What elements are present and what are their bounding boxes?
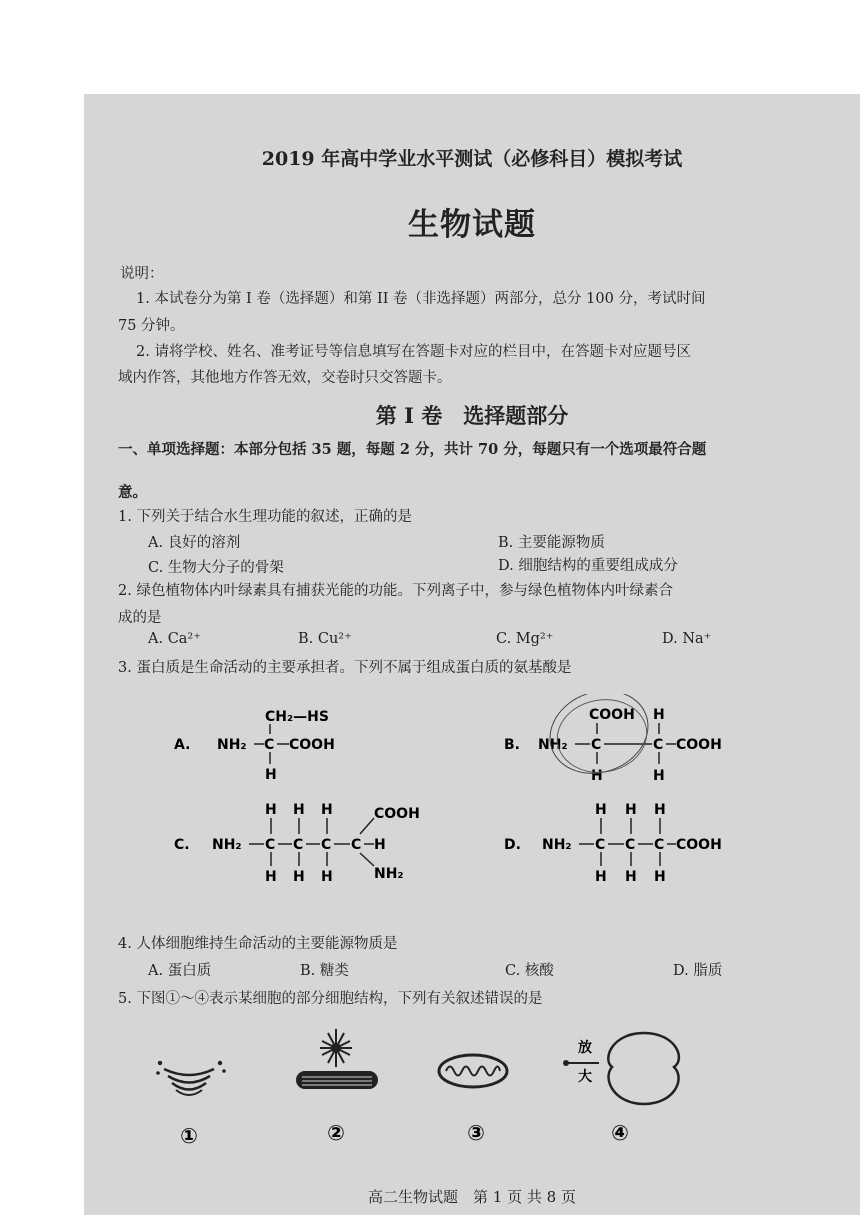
section-title: 第 I 卷 选择题部分	[375, 403, 569, 428]
cell-structures-figure	[84, 1019, 860, 1159]
structure-d-bottom-h3: H	[654, 869, 666, 885]
structure-c-top-h3: H	[321, 802, 333, 818]
structure-c-c1: C	[265, 837, 276, 853]
golgi-apparatus-figure	[156, 1061, 226, 1095]
q1-option-a: A. 良好的溶剂	[148, 535, 241, 551]
structure-d-c1: C	[595, 837, 606, 853]
instruction-1-line2: 75 分钟。	[118, 318, 185, 334]
enlarged-cell-figure	[563, 1033, 679, 1104]
structure-c-cooh: COOH	[374, 806, 420, 822]
q2-stem-line1: 2. 绿色植物体内叶绿素具有捕获光能的功能。下列离子中，参与绿色植物体内叶绿素合	[118, 583, 673, 599]
q4-option-a: A. 蛋白质	[148, 963, 212, 979]
mitochondrion-figure	[439, 1055, 507, 1087]
q1-stem: 1. 下列关于结合水生理功能的叙述，正确的是	[118, 509, 412, 525]
enlarge-char-2: 大	[578, 1069, 592, 1085]
q1-option-d: D. 细胞结构的重要组成成分	[498, 558, 678, 574]
q4-option-d: D. 脂质	[673, 963, 723, 979]
structure-b-nh2: NH₂	[538, 737, 568, 753]
part-heading-line1: 一、单项选择题：本部分包括 35 题，每题 2 分，共计 70 分，每题只有一个选项最符合题	[118, 441, 707, 458]
structure-d-top-h1: H	[595, 802, 607, 818]
subject-title: 生物试题	[408, 207, 536, 243]
q4-option-c: C. 核酸	[505, 963, 554, 979]
structure-c-c4: C	[351, 837, 362, 853]
structure-c-top-h2: H	[293, 802, 305, 818]
structure-b-c2: C	[653, 737, 664, 753]
structure-b-top-cooh: COOH	[589, 707, 635, 723]
structure-a-label: A.	[174, 737, 191, 753]
structure-a	[174, 709, 335, 783]
q1-option-b: B. 主要能源物质	[498, 535, 605, 551]
structure-b-cooh: COOH	[676, 737, 722, 753]
structure-c-right-h: H	[374, 837, 386, 853]
exam-paper	[84, 94, 860, 1215]
instruction-1-line1: 1. 本试卷分为第 I 卷（选择题）和第 II 卷（非选择题）两部分，总分 100 分，考试时间	[136, 291, 706, 307]
amino-acid-structures	[84, 694, 860, 904]
q4-option-b: B. 糖类	[300, 963, 349, 979]
structure-a-h: H	[265, 767, 277, 783]
structure-b-label: B.	[504, 737, 520, 753]
figure-label-3: ③	[467, 1121, 485, 1145]
structure-c-nh2: NH₂	[212, 837, 242, 853]
exam-title: 2019 年高中学业水平测试（必修科目）模拟考试	[261, 148, 683, 170]
q2-option-a: A. Ca²⁺	[148, 631, 201, 647]
instruction-2-line1: 2. 请将学校、姓名、准考证号等信息填写在答题卡对应的栏目中，在答题卡对应题号区	[136, 344, 691, 360]
figure-label-1: ①	[180, 1124, 198, 1148]
q2-option-b: B. Cu²⁺	[298, 631, 352, 647]
structure-c-bottom-h3: H	[321, 869, 333, 885]
structure-b-c1: C	[591, 737, 602, 753]
structure-d-top-h2: H	[625, 802, 637, 818]
q1-option-c: C. 生物大分子的骨架	[148, 560, 284, 576]
q3-stem: 3. 蛋白质是生命活动的主要承担者。下列不属于组成蛋白质的氨基酸是	[118, 660, 572, 676]
structure-c	[174, 802, 420, 885]
enlarge-char-1: 放	[578, 1040, 592, 1056]
structure-a-nh2: NH₂	[217, 737, 247, 753]
structure-a-c: C	[264, 737, 275, 753]
q4-stem: 4. 人体细胞维持生命活动的主要能源物质是	[118, 936, 398, 952]
page-footer: 高二生物试题 第 1 页 共 8 页	[368, 1188, 576, 1206]
figure-label-2: ②	[327, 1121, 345, 1145]
structure-d-c2: C	[625, 837, 636, 853]
structure-a-cooh: COOH	[289, 737, 335, 753]
structure-d-bottom-h2: H	[625, 869, 637, 885]
structure-a-ch2hs: CH₂—HS	[265, 709, 329, 725]
structure-c-top-h1: H	[265, 802, 277, 818]
q5-stem: 5. 下图①～④表示某细胞的部分细胞结构，下列有关叙述错误的是	[118, 991, 543, 1007]
structure-d-nh2: NH₂	[542, 837, 572, 853]
structure-c-bottom-h2: H	[293, 869, 305, 885]
instruction-2-line2: 域内作答，其他地方作答无效，交卷时只交答题卡。	[118, 370, 452, 386]
q2-option-c: C. Mg²⁺	[496, 631, 554, 647]
structure-b	[504, 694, 722, 787]
structure-b-bottom-h1: H	[591, 768, 603, 784]
figure-label-4: ④	[611, 1121, 629, 1145]
structure-b-bottom-h2: H	[653, 768, 665, 784]
instructions-label: 说明：	[120, 266, 164, 282]
structure-d	[504, 802, 722, 885]
structure-c-bottom-h1: H	[265, 869, 277, 885]
part-heading-line2: 意。	[118, 484, 147, 501]
structure-c-c3: C	[321, 837, 332, 853]
structure-d-top-h3: H	[654, 802, 666, 818]
structure-d-cooh: COOH	[676, 837, 722, 853]
structure-b-top-h: H	[653, 707, 665, 723]
ribosome-er-figure	[296, 1029, 378, 1089]
structure-d-bottom-h1: H	[595, 869, 607, 885]
structure-d-label: D.	[504, 837, 521, 853]
structure-d-c3: C	[654, 837, 665, 853]
q2-option-d: D. Na⁺	[662, 631, 712, 647]
structure-c-nh2-branch: NH₂	[374, 866, 404, 882]
q2-stem-line2: 成的是	[118, 610, 162, 626]
structure-c-c2: C	[293, 837, 304, 853]
structure-c-label: C.	[174, 837, 190, 853]
